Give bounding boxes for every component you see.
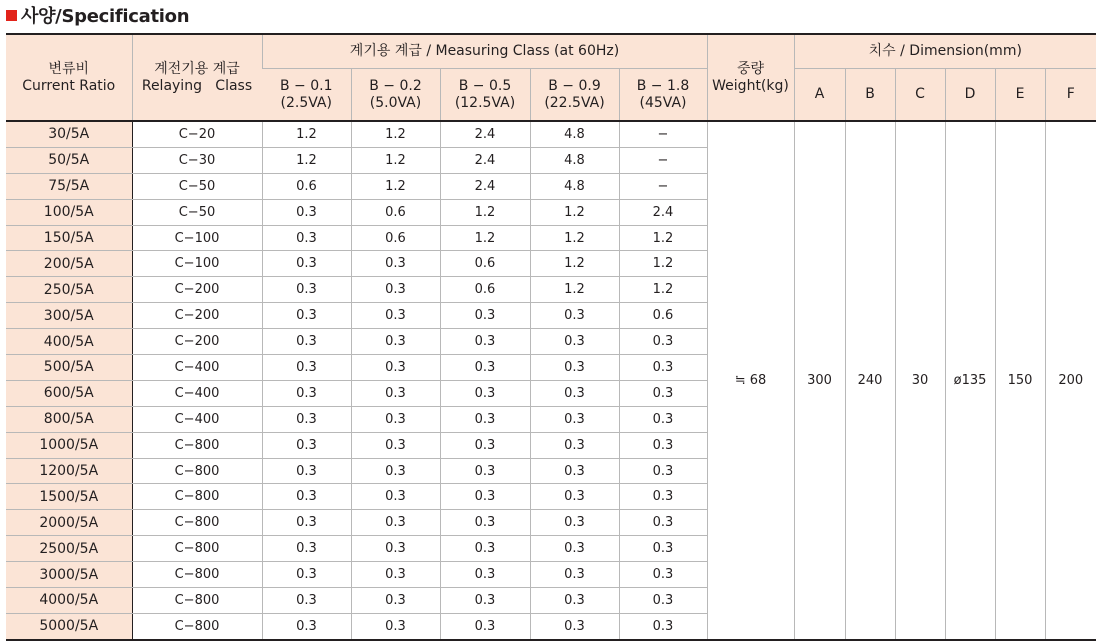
current-ratio-cell: 1000/5A — [6, 432, 132, 458]
relaying-class-cell: C−800 — [132, 484, 262, 510]
header-dim-b: B — [845, 69, 895, 122]
measuring-class-cell: 1.2 — [619, 251, 707, 277]
measuring-class-cell: 1.2 — [440, 199, 530, 225]
header-burden-4 — [619, 69, 707, 122]
relaying-class-cell: C−200 — [132, 329, 262, 355]
burden-va-label: (22.5VA) — [544, 94, 605, 111]
spec-table — [6, 33, 1096, 641]
measuring-class-cell: 1.2 — [530, 225, 619, 251]
current-ratio-cell: 3000/5A — [6, 562, 132, 588]
header-dim-d: D — [945, 69, 995, 122]
measuring-class-cell: 0.3 — [262, 380, 351, 406]
measuring-class-cell: 0.3 — [530, 458, 619, 484]
relaying-class-cell: C−100 — [132, 225, 262, 251]
current-ratio-cell: 200/5A — [6, 251, 132, 277]
measuring-class-cell: 0.3 — [351, 380, 440, 406]
burden-va-label: (2.5VA) — [280, 94, 332, 111]
measuring-class-cell: 0.3 — [440, 536, 530, 562]
measuring-class-cell: 0.3 — [351, 484, 440, 510]
measuring-class-cell: − — [619, 173, 707, 199]
burden-label: B − 0.5 — [458, 77, 512, 94]
current-ratio-cell: 5000/5A — [6, 613, 132, 639]
measuring-class-cell: 1.2 — [351, 173, 440, 199]
measuring-class-cell: 0.3 — [351, 432, 440, 458]
weight-cell: ≒ 68 — [707, 121, 794, 640]
measuring-class-cell: 1.2 — [530, 199, 619, 225]
header-burden-1 — [351, 69, 440, 122]
measuring-class-cell: 0.3 — [262, 251, 351, 277]
table-row — [6, 121, 1096, 147]
measuring-class-cell: 0.6 — [351, 199, 440, 225]
current-ratio-cell: 500/5A — [6, 355, 132, 381]
measuring-class-cell: 0.3 — [351, 406, 440, 432]
measuring-class-cell: 0.3 — [262, 510, 351, 536]
measuring-class-cell: 1.2 — [262, 121, 351, 147]
measuring-class-cell: 1.2 — [619, 225, 707, 251]
current-ratio-cell: 75/5A — [6, 173, 132, 199]
measuring-class-cell: 0.3 — [530, 329, 619, 355]
measuring-class-cell: 0.6 — [351, 225, 440, 251]
relaying-class-cell: C−800 — [132, 562, 262, 588]
current-ratio-cell: 800/5A — [6, 406, 132, 432]
measuring-class-cell: 0.3 — [262, 406, 351, 432]
measuring-class-cell: 0.3 — [440, 484, 530, 510]
header-burden-3 — [530, 69, 619, 122]
measuring-class-cell: 0.3 — [530, 355, 619, 381]
header-dim-e: E — [995, 69, 1045, 122]
measuring-class-cell: 0.3 — [262, 613, 351, 639]
relaying-class-cell: C−800 — [132, 510, 262, 536]
current-ratio-cell: 50/5A — [6, 147, 132, 173]
measuring-class-cell: 2.4 — [440, 147, 530, 173]
measuring-class-cell: 0.3 — [262, 484, 351, 510]
relaying-class-cell: C−400 — [132, 380, 262, 406]
relaying-class-cell: C−400 — [132, 355, 262, 381]
measuring-class-cell: 0.6 — [440, 251, 530, 277]
measuring-class-cell: 0.3 — [440, 329, 530, 355]
current-ratio-cell: 300/5A — [6, 303, 132, 329]
measuring-class-cell: 0.3 — [262, 303, 351, 329]
burden-label: B − 0.2 — [369, 77, 422, 94]
measuring-class-cell: 0.3 — [351, 562, 440, 588]
measuring-class-cell: 1.2 — [619, 277, 707, 303]
header-burden-2 — [440, 69, 530, 122]
measuring-class-cell: 0.3 — [262, 277, 351, 303]
measuring-class-cell: 0.3 — [440, 303, 530, 329]
measuring-class-cell: 0.3 — [262, 562, 351, 588]
dimension-cell-e: 150 — [995, 121, 1045, 640]
measuring-class-cell: 0.3 — [619, 380, 707, 406]
measuring-class-cell: 0.3 — [262, 536, 351, 562]
measuring-class-cell: 0.3 — [530, 303, 619, 329]
header-ratio-ko: 변류비 — [48, 60, 90, 77]
measuring-class-cell: 0.3 — [351, 613, 440, 639]
dimension-cell-c: 30 — [895, 121, 945, 640]
dimension-cell-d: ø135 — [945, 121, 995, 640]
measuring-class-cell: 0.3 — [262, 588, 351, 614]
measuring-class-cell: 1.2 — [351, 121, 440, 147]
burden-label: B − 0.9 — [548, 77, 601, 94]
measuring-class-cell: 0.3 — [262, 458, 351, 484]
relaying-class-cell: C−800 — [132, 432, 262, 458]
measuring-class-cell: 0.3 — [351, 510, 440, 536]
measuring-class-cell: 0.3 — [530, 432, 619, 458]
header-relay-ko: 계전기용 계급 — [154, 60, 240, 77]
header-dim-a: A — [794, 69, 845, 122]
dimension-cell-b: 240 — [845, 121, 895, 640]
measuring-class-cell: 0.3 — [530, 406, 619, 432]
current-ratio-cell: 400/5A — [6, 329, 132, 355]
measuring-class-cell: 0.3 — [351, 458, 440, 484]
measuring-class-cell: 0.3 — [530, 510, 619, 536]
measuring-class-cell: 0.3 — [619, 588, 707, 614]
measuring-class-cell: 0.3 — [619, 458, 707, 484]
header-burden-0 — [262, 69, 351, 122]
measuring-class-cell: 0.6 — [619, 303, 707, 329]
measuring-class-cell: 0.3 — [619, 406, 707, 432]
relaying-class-cell: C−800 — [132, 458, 262, 484]
measuring-class-cell: 0.3 — [440, 355, 530, 381]
header-dimension: 치수 / Dimension(mm) — [794, 34, 1096, 69]
burden-label: B − 1.8 — [636, 77, 690, 94]
measuring-class-cell: 0.3 — [530, 380, 619, 406]
header-weight-ko: 중량 — [736, 60, 765, 77]
measuring-class-cell: 0.3 — [351, 303, 440, 329]
current-ratio-cell: 2500/5A — [6, 536, 132, 562]
header-dim-f: F — [1045, 69, 1096, 122]
relaying-class-cell: C−800 — [132, 588, 262, 614]
current-ratio-cell: 150/5A — [6, 225, 132, 251]
measuring-class-cell: 1.2 — [530, 277, 619, 303]
measuring-class-cell: 0.6 — [440, 277, 530, 303]
relaying-class-cell: C−30 — [132, 147, 262, 173]
relaying-class-cell: C−20 — [132, 121, 262, 147]
table-header — [6, 34, 1096, 121]
measuring-class-cell: 0.3 — [440, 613, 530, 639]
measuring-class-cell: 0.3 — [440, 406, 530, 432]
measuring-class-cell: 0.3 — [262, 199, 351, 225]
relaying-class-cell: C−800 — [132, 613, 262, 639]
burden-va-label: (45VA) — [639, 94, 687, 111]
header-ratio-en: Current Ratio — [22, 77, 116, 94]
measuring-class-cell: 2.4 — [619, 199, 707, 225]
measuring-class-cell: 1.2 — [262, 147, 351, 173]
current-ratio-cell: 250/5A — [6, 277, 132, 303]
measuring-class-cell: 2.4 — [440, 173, 530, 199]
header-relaying-class — [132, 34, 262, 121]
measuring-class-cell: 0.3 — [530, 536, 619, 562]
dimension-cell-f: 200 — [1045, 121, 1096, 640]
measuring-class-cell: 0.3 — [351, 355, 440, 381]
header-measuring-class: 계기용 계급 / Measuring Class (at 60Hz) — [262, 34, 707, 69]
relaying-class-cell: C−200 — [132, 303, 262, 329]
header-relay-en: Relaying Class — [141, 77, 253, 94]
measuring-class-cell: 0.3 — [262, 355, 351, 381]
section-title-text: 사양/Specification — [21, 6, 190, 27]
current-ratio-cell: 4000/5A — [6, 588, 132, 614]
header-current-ratio — [6, 34, 132, 121]
measuring-class-cell: 1.2 — [351, 147, 440, 173]
section-title — [6, 2, 189, 28]
measuring-class-cell: 4.8 — [530, 121, 619, 147]
measuring-class-cell: 0.6 — [262, 173, 351, 199]
header-weight — [707, 34, 794, 121]
relaying-class-cell: C−100 — [132, 251, 262, 277]
burden-va-label: (12.5VA) — [454, 94, 516, 111]
measuring-class-cell: − — [619, 121, 707, 147]
measuring-class-cell: 0.3 — [619, 484, 707, 510]
measuring-class-cell: 2.4 — [440, 121, 530, 147]
measuring-class-cell: 0.3 — [351, 536, 440, 562]
current-ratio-cell: 30/5A — [6, 121, 132, 147]
relaying-class-cell: C−50 — [132, 199, 262, 225]
measuring-class-cell: 0.3 — [262, 225, 351, 251]
measuring-class-cell: − — [619, 147, 707, 173]
measuring-class-cell: 0.3 — [440, 510, 530, 536]
measuring-class-cell: 4.8 — [530, 173, 619, 199]
measuring-class-cell: 0.3 — [619, 562, 707, 588]
measuring-class-cell: 0.3 — [619, 329, 707, 355]
measuring-class-cell: 0.3 — [619, 613, 707, 639]
measuring-class-cell: 0.3 — [530, 484, 619, 510]
measuring-class-cell: 0.3 — [351, 277, 440, 303]
current-ratio-cell: 1200/5A — [6, 458, 132, 484]
measuring-class-cell: 0.3 — [530, 562, 619, 588]
current-ratio-cell: 100/5A — [6, 199, 132, 225]
measuring-class-cell: 0.3 — [351, 329, 440, 355]
measuring-class-cell: 4.8 — [530, 147, 619, 173]
current-ratio-cell: 600/5A — [6, 380, 132, 406]
current-ratio-cell: 1500/5A — [6, 484, 132, 510]
measuring-class-cell: 0.3 — [440, 562, 530, 588]
measuring-class-cell: 0.3 — [351, 588, 440, 614]
relaying-class-cell: C−400 — [132, 406, 262, 432]
measuring-class-cell: 0.3 — [530, 613, 619, 639]
relaying-class-cell: C−200 — [132, 277, 262, 303]
dimension-cell-a: 300 — [794, 121, 845, 640]
measuring-class-cell: 0.3 — [440, 458, 530, 484]
burden-label: B − 0.1 — [280, 77, 333, 94]
measuring-class-cell: 0.3 — [530, 588, 619, 614]
header-dim-c: C — [895, 69, 945, 122]
measuring-class-cell: 1.2 — [530, 251, 619, 277]
table-body — [6, 121, 1096, 640]
measuring-class-cell: 0.3 — [440, 588, 530, 614]
measuring-class-cell: 0.3 — [262, 432, 351, 458]
measuring-class-cell: 0.3 — [619, 355, 707, 381]
header-weight-en: Weight(kg) — [712, 77, 789, 94]
measuring-class-cell: 0.3 — [619, 432, 707, 458]
relaying-class-cell: C−50 — [132, 173, 262, 199]
measuring-class-cell: 0.3 — [440, 432, 530, 458]
measuring-class-cell: 0.3 — [619, 510, 707, 536]
measuring-class-cell: 0.3 — [619, 536, 707, 562]
burden-va-label: (5.0VA) — [369, 94, 422, 111]
relaying-class-cell: C−800 — [132, 536, 262, 562]
measuring-class-cell: 1.2 — [440, 225, 530, 251]
red-square-icon — [6, 10, 17, 21]
measuring-class-cell: 0.3 — [440, 380, 530, 406]
measuring-class-cell: 0.3 — [351, 251, 440, 277]
measuring-class-cell: 0.3 — [262, 329, 351, 355]
current-ratio-cell: 2000/5A — [6, 510, 132, 536]
